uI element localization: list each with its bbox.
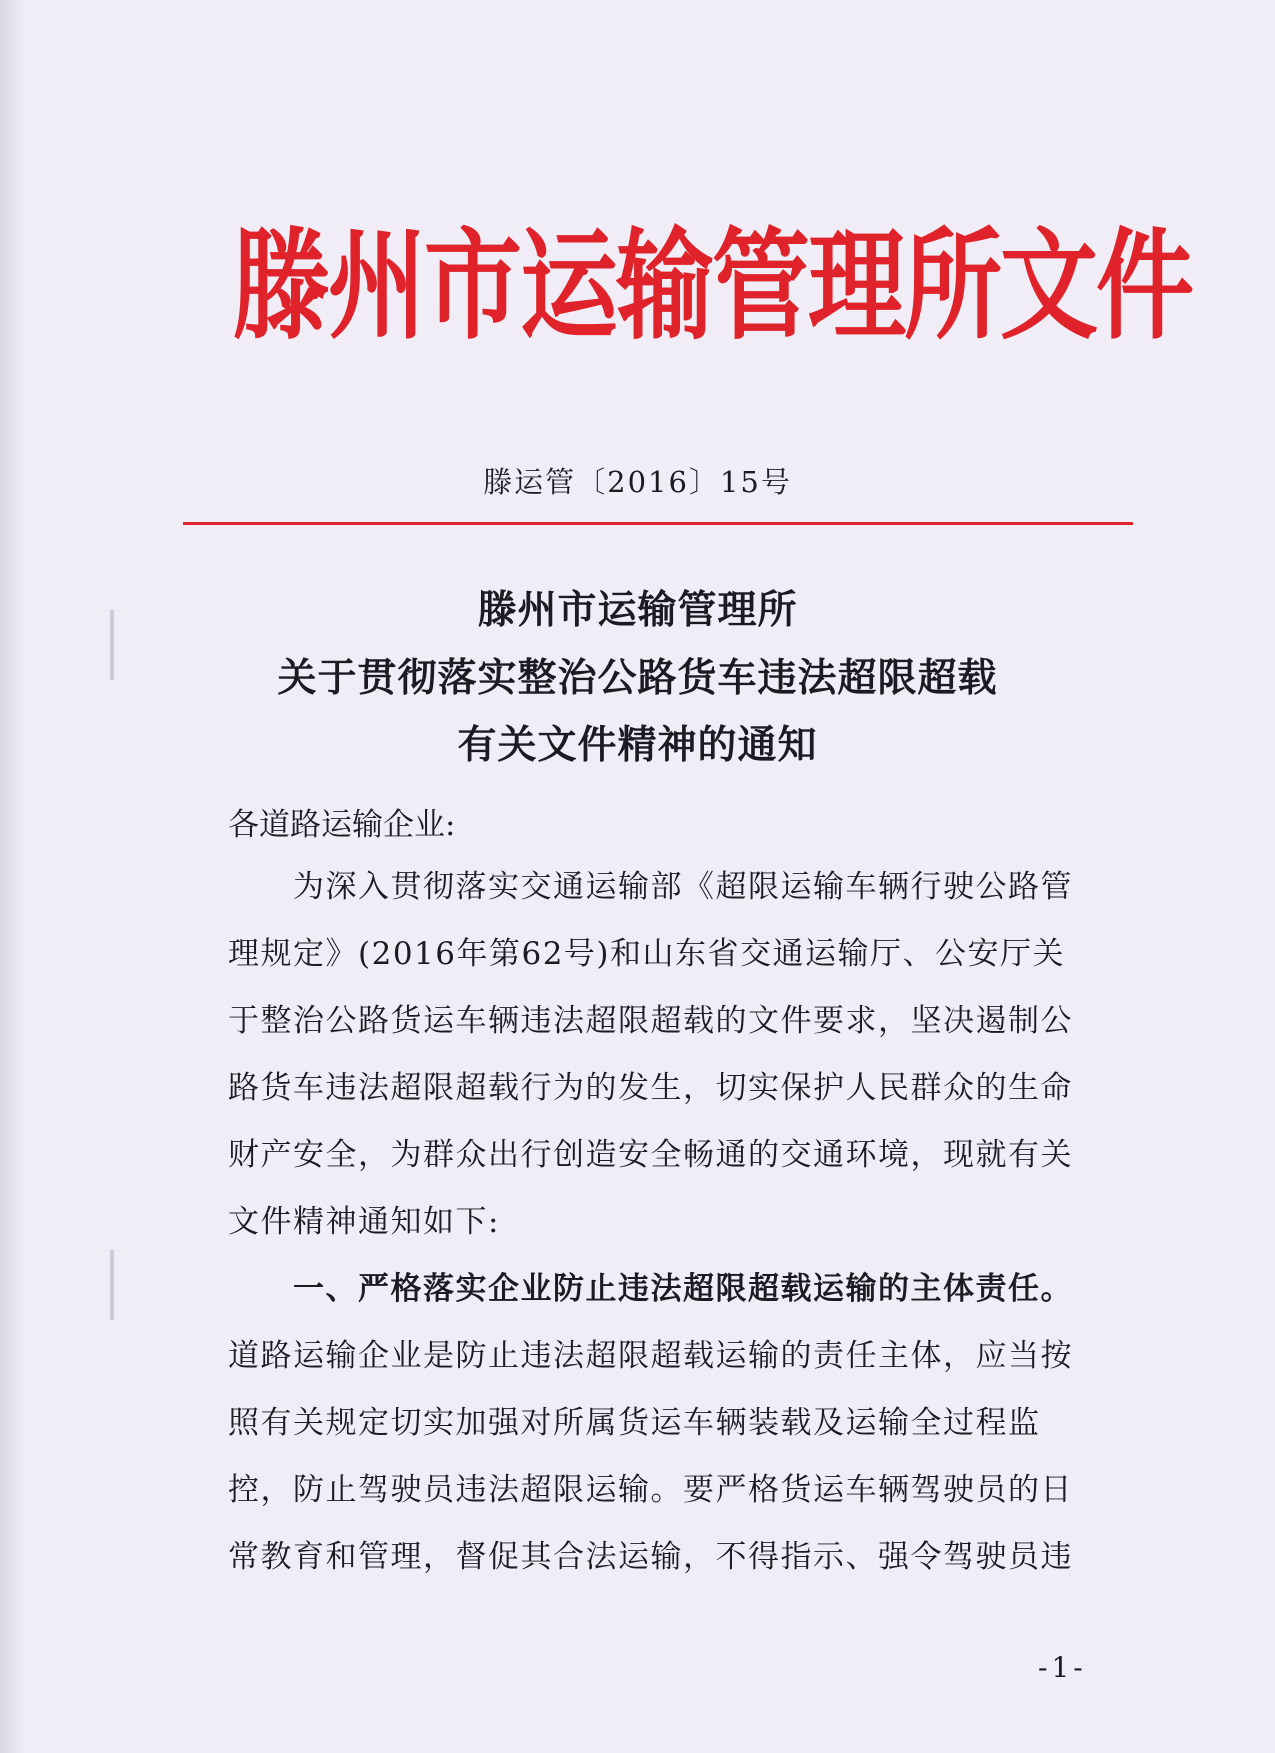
- salutation: 各道路运输企业:: [228, 807, 456, 843]
- section-paragraph-line: 照有关规定切实加强对所属货运车辆装载及运输全过程监: [228, 1405, 1041, 1441]
- paragraph-line: 为深入贯彻落实交通运输部《超限运输车辆行驶公路管: [228, 869, 1073, 905]
- page-number: -1-: [1038, 1651, 1087, 1684]
- title-line-3: 有关文件精神的通知: [457, 722, 818, 768]
- section-paragraph-line: 常教育和管理，督促其合法运输，不得指示、强令驾驶员违: [228, 1539, 1073, 1575]
- title-line-1: 滕州市运输管理所: [477, 587, 798, 633]
- paragraph-line: 于整治公路货运车辆违法超限超载的文件要求，坚决遏制公: [228, 1003, 1073, 1039]
- section-paragraph-line: 道路运输企业是防止违法超限超载运输的责任主体，应当按: [228, 1338, 1073, 1374]
- paragraph-line: 理规定》(2016年第62号)和山东省交通运输厅、公安厅关: [228, 936, 1066, 972]
- title-line-2: 关于贯彻落实整治公路货车违法超限超载: [277, 655, 998, 701]
- paragraph-line: 财产安全，为群众出行创造安全畅通的交通环境，现就有关: [228, 1137, 1073, 1173]
- scan-edge-shadow: [0, 0, 26, 1753]
- document-number: 滕运管〔2016〕15号: [483, 465, 792, 499]
- masthead-title: 滕州市运输管理所文件: [232, 216, 1193, 357]
- paragraph-line: 路货车违法超限超载行为的发生，切实保护人民群众的生命: [228, 1070, 1073, 1106]
- section-heading: 一、严格落实企业防止违法超限超载运输的主体责任。: [228, 1271, 1073, 1307]
- red-divider-rule: [183, 522, 1133, 525]
- binding-mark-bottom: [110, 1250, 114, 1320]
- paragraph-line: 文件精神通知如下:: [228, 1204, 500, 1240]
- section-paragraph-line: 控，防止驾驶员违法超限运输。要严格货运车辆驾驶员的日: [228, 1472, 1073, 1508]
